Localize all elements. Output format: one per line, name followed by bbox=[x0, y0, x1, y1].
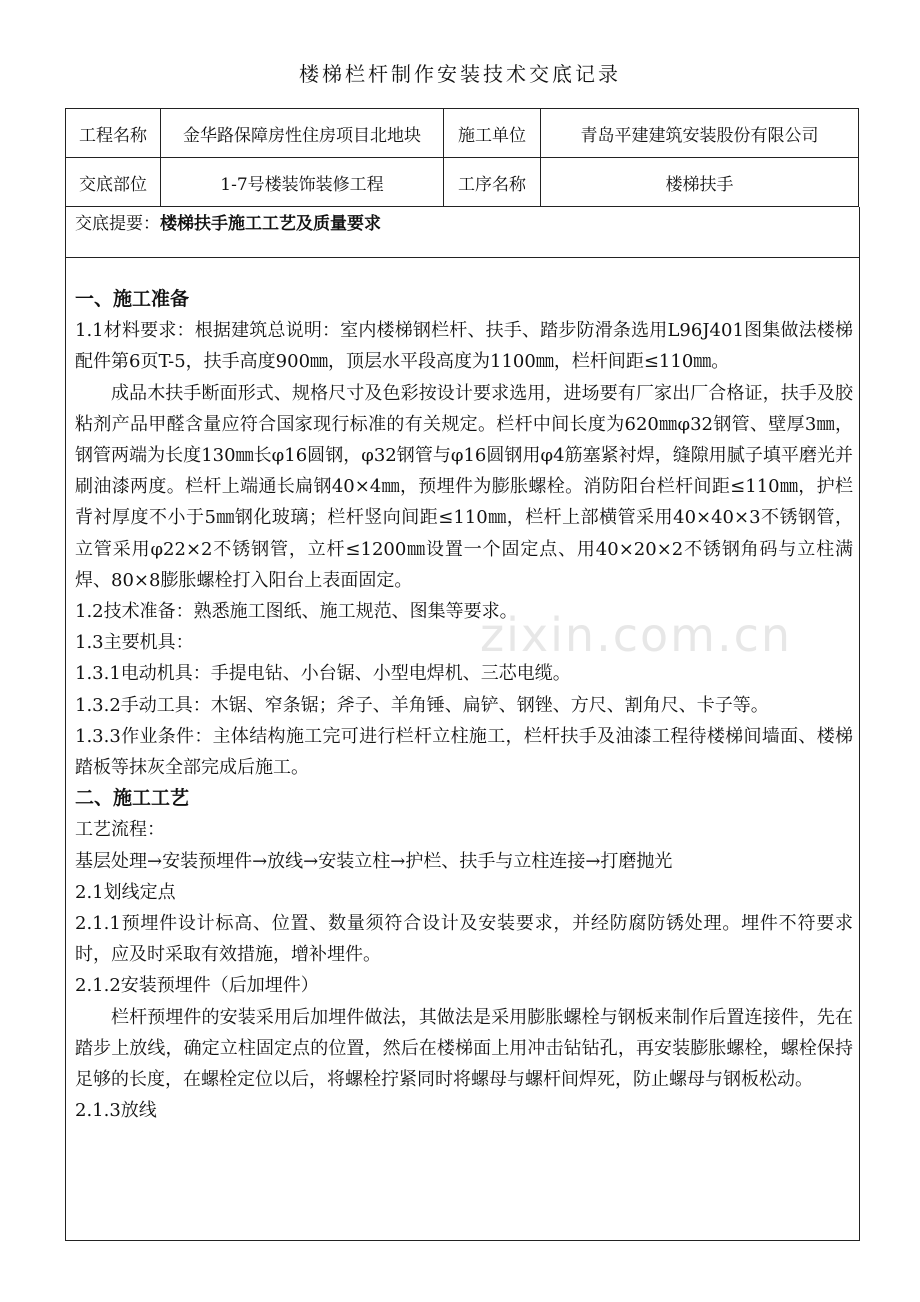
paragraph-handrail-spec: 成品木扶手断面形式、规格尺寸及色彩按设计要求选用，进场要有厂家出厂合格证，扶手及胶粘剂产品甲醛含量应符合国家现行标准的有关规定。栏杆中间长度为620㎜φ32钢管、壁厚3㎜，钢管两端为长度130㎜长φ16圆钢，φ32钢管与φ16圆钢用φ4筋塞紧衬焊，缝隙用腻子填平磨光并刷油漆两度。栏杆上端通长扁钢40×4㎜，预埋件为膨胀螺栓。消防阳台栏杆间距≤110㎜，护栏背衬厚度不小于5㎜钢化玻璃；栏杆竖向间距≤110㎜，栏杆上部横管采用40×40×3不锈钢管，立管采用φ22×2不锈钢管，立杆≤1200㎜设置一个固定点、用40×20×2不锈钢角码与立柱满焊、80×8膨胀螺栓打入阳台上表面固定。 bbox=[75, 382, 853, 591]
header-row-1 bbox=[66, 109, 859, 158]
paragraph-embed-requirements: 2.1.1预埋件设计标高、位置、数量须符合设计及安装要求，并经防腐防锈处理。埋件不符要求时，应及时采取有效措施，增补埋件。 bbox=[75, 913, 853, 966]
section-heading-2: 二、施工工艺 bbox=[75, 787, 190, 810]
brief-label: 交底提要： bbox=[75, 214, 160, 234]
paragraph-layout: 2.1.3放线 bbox=[75, 1100, 157, 1122]
contractor-value: 青岛平建建筑安装股份有限公司 bbox=[541, 109, 859, 158]
brief-row bbox=[65, 207, 860, 258]
header-table bbox=[65, 108, 859, 207]
paragraph-electric-tools: 1.3.1电动机具：手提电钻、小台锯、小型电焊机、三芯电缆。 bbox=[75, 663, 571, 685]
paragraph-materials: 1.1材料要求：根据建筑总说明：室内楼梯钢栏杆、扶手、踏步防滑条选用L96J401图集做法楼梯配件第6页T-5，扶手高度900㎜，顶层水平段高度为1100㎜，栏杆间距≤110㎜。 bbox=[75, 320, 853, 373]
content-body bbox=[75, 284, 853, 1126]
project-name-label: 工程名称 bbox=[66, 109, 161, 158]
watermark: zixin.com.cn bbox=[480, 608, 793, 662]
paragraph-tools: 1.3主要机具： bbox=[75, 632, 194, 654]
paragraph-marking: 2.1划线定点 bbox=[75, 881, 176, 903]
header-row-2 bbox=[66, 158, 859, 207]
brief-value: 楼梯扶手施工工艺及质量要求 bbox=[160, 214, 381, 234]
paragraph-embed-method: 栏杆预埋件的安装采用后加埋件做法，其做法是采用膨胀螺栓与钢板来制作后置连接件，先在踏步上放线，确定立柱固定点的位置，然后在楼梯面上用冲击钻钻孔，再安装膨胀螺栓，螺栓保持足够的长度，在螺栓定位以后，将螺栓拧紧同时将螺母与螺杆间焊死，防止螺母与钢板松动。 bbox=[75, 1006, 853, 1091]
location-value: 1-7号楼装饰装修工程 bbox=[161, 158, 444, 207]
project-name-value: 金华路保障房性住房项目北地块 bbox=[161, 109, 444, 158]
paragraph-hand-tools: 1.3.2手动工具：木锯、窄条锯；斧子、羊角锤、扁铲、钢锉、方尺、割角尺、卡子等。 bbox=[75, 694, 769, 716]
contractor-label: 施工单位 bbox=[444, 109, 541, 158]
process-label: 工序名称 bbox=[444, 158, 541, 207]
paragraph-conditions: 1.3.3作业条件：主体结构施工完可进行栏杆立柱施工，栏杆扶手及油漆工程待楼梯间墙面、楼梯踏板等抹灰全部完成后施工。 bbox=[75, 725, 853, 779]
process-value: 楼梯扶手 bbox=[541, 158, 859, 207]
content-cell bbox=[65, 258, 860, 1241]
section-heading-1: 一、施工准备 bbox=[75, 288, 190, 310]
paragraph-process-label: 工艺流程： bbox=[75, 819, 165, 841]
document-title: 楼梯栏杆制作安装技术交底记录 bbox=[299, 62, 621, 86]
paragraph-embed-install: 2.1.2安装预埋件（后加埋件） bbox=[75, 975, 319, 997]
paragraph-process-flow: 基层处理→安装预埋件→放线→安装立柱→护栏、扶手与立柱连接→打磨抛光 bbox=[75, 850, 673, 872]
location-label: 交底部位 bbox=[66, 158, 161, 207]
brief-text bbox=[75, 209, 381, 234]
paragraph-tech-prep: 1.2技术准备：熟悉施工图纸、施工规范、图集等要求。 bbox=[75, 601, 518, 623]
